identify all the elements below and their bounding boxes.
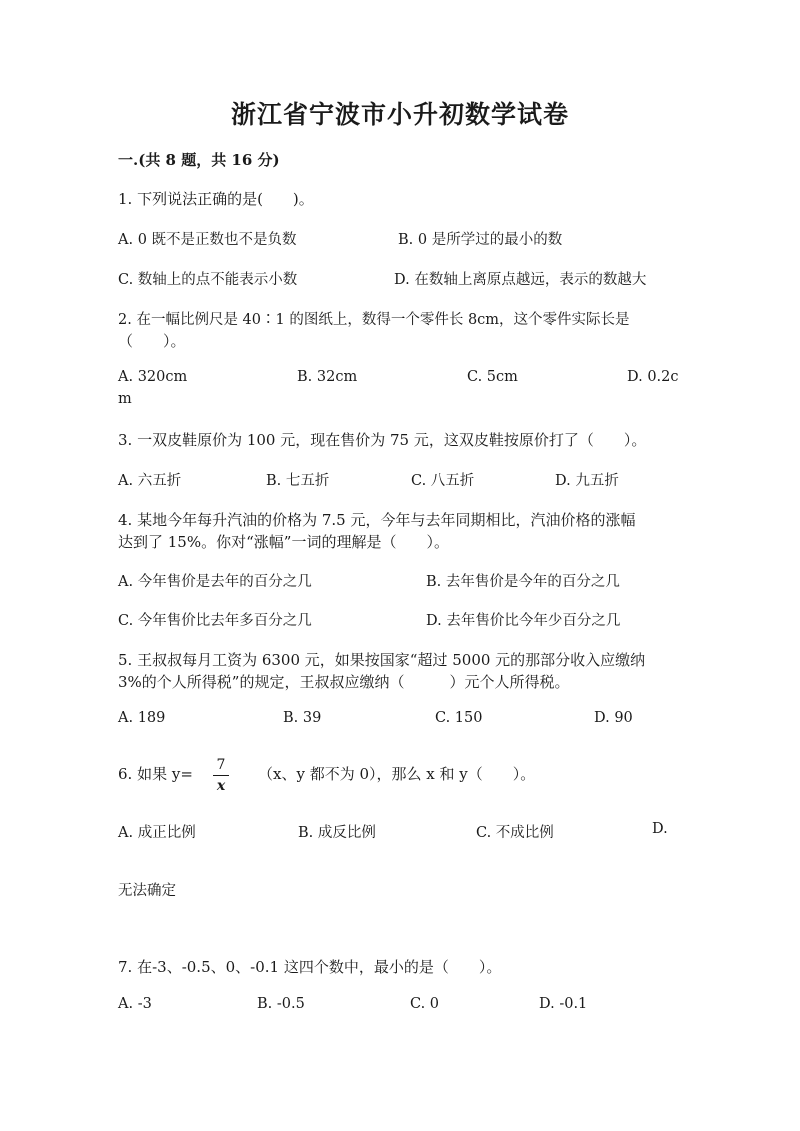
question-3-stem: 3. 一双皮鞋原价为 100 元，现在售价为 75 元，这双皮鞋按原价打了（ ）。	[118, 431, 647, 449]
question-6-option-d-wrap: 无法确定	[118, 883, 176, 899]
question-2-option-d-wrap: m	[118, 391, 132, 407]
question-5-stem-line-1: 5. 王叔叔每月工资为 6300 元，如果按国家“超过 5000 元的那部分收入应缴纳	[118, 651, 646, 669]
question-7-stem: 7. 在-3、-0.5、0、-0.1 这四个数中，最小的是（ ）。	[118, 958, 502, 976]
question-7-option-c: C. 0	[410, 996, 440, 1012]
question-1-stem: 1. 下列说法正确的是( )。	[118, 190, 314, 208]
question-2-stem-line-2: （ ）。	[118, 332, 186, 350]
question-3-option-b: B. 七五折	[266, 473, 330, 489]
question-2-option-c: C. 5cm	[467, 369, 518, 385]
fraction-denominator: x	[216, 778, 226, 794]
question-6-option-d: D.	[652, 821, 668, 837]
question-1-option-a: A. 0 既不是正数也不是负数	[118, 232, 297, 248]
question-5-stem-line-2: 3%的个人所得税”的规定，王叔叔应缴纳（ ）元个人所得税。	[118, 673, 570, 691]
fraction-7-over-x	[212, 758, 230, 793]
question-6-option-a: A. 成正比例	[118, 825, 196, 841]
question-3-option-a: A. 六五折	[118, 473, 182, 489]
question-2-option-a: A. 320cm	[118, 369, 188, 385]
section-heading: 一.(共 8 题，共 16 分)	[118, 151, 280, 169]
question-1-option-b: B. 0 是所学过的最小的数	[398, 232, 563, 248]
question-4-stem-line-1: 4. 某地今年每升汽油的价格为 7.5 元，今年与去年同期相比，汽油价格的涨幅	[118, 511, 636, 529]
question-5-option-d: D. 90	[594, 710, 633, 726]
question-5-option-c: C. 150	[435, 710, 483, 726]
question-4-option-c: C. 今年售价比去年多百分之几	[118, 613, 312, 629]
question-6-stem-prefix: 6. 如果 y=	[118, 765, 193, 783]
question-3-option-d: D. 九五折	[555, 473, 619, 489]
question-4-option-b: B. 去年售价是今年的百分之几	[426, 574, 620, 590]
question-5-option-a: A. 189	[118, 710, 166, 726]
fraction-numerator: 7	[216, 757, 226, 773]
question-7-option-a: A. -3	[118, 996, 152, 1012]
question-2-stem-line-1: 2. 在一幅比例尺是 40∶1 的图纸上，数得一个零件长 8cm，这个零件实际长是	[118, 312, 630, 328]
question-4-stem-line-2: 达到了 15%。你对“涨幅”一词的理解是（ ）。	[118, 533, 449, 551]
question-2-option-d: D. 0.2c	[627, 369, 679, 385]
question-1-option-c: C. 数轴上的点不能表示小数	[118, 272, 298, 288]
question-4-option-d: D. 去年售价比今年少百分之几	[426, 613, 621, 629]
question-7-option-d: D. -0.1	[539, 996, 588, 1012]
question-5-option-b: B. 39	[283, 710, 322, 726]
question-6-option-b: B. 成反比例	[298, 825, 376, 841]
question-6-stem-suffix: （x、y 都不为 0），那么 x 和 y（ ）。	[258, 765, 536, 783]
question-3-option-c: C. 八五折	[411, 473, 475, 489]
question-6-option-c: C. 不成比例	[476, 825, 554, 841]
page-title: 浙江省宁波市小升初数学试卷	[230, 100, 569, 129]
question-4-option-a: A. 今年售价是去年的百分之几	[118, 574, 312, 590]
question-1-option-d: D. 在数轴上离原点越远，表示的数越大	[394, 272, 647, 288]
question-2-option-b: B. 32cm	[297, 369, 358, 385]
question-7-option-b: B. -0.5	[257, 996, 305, 1012]
